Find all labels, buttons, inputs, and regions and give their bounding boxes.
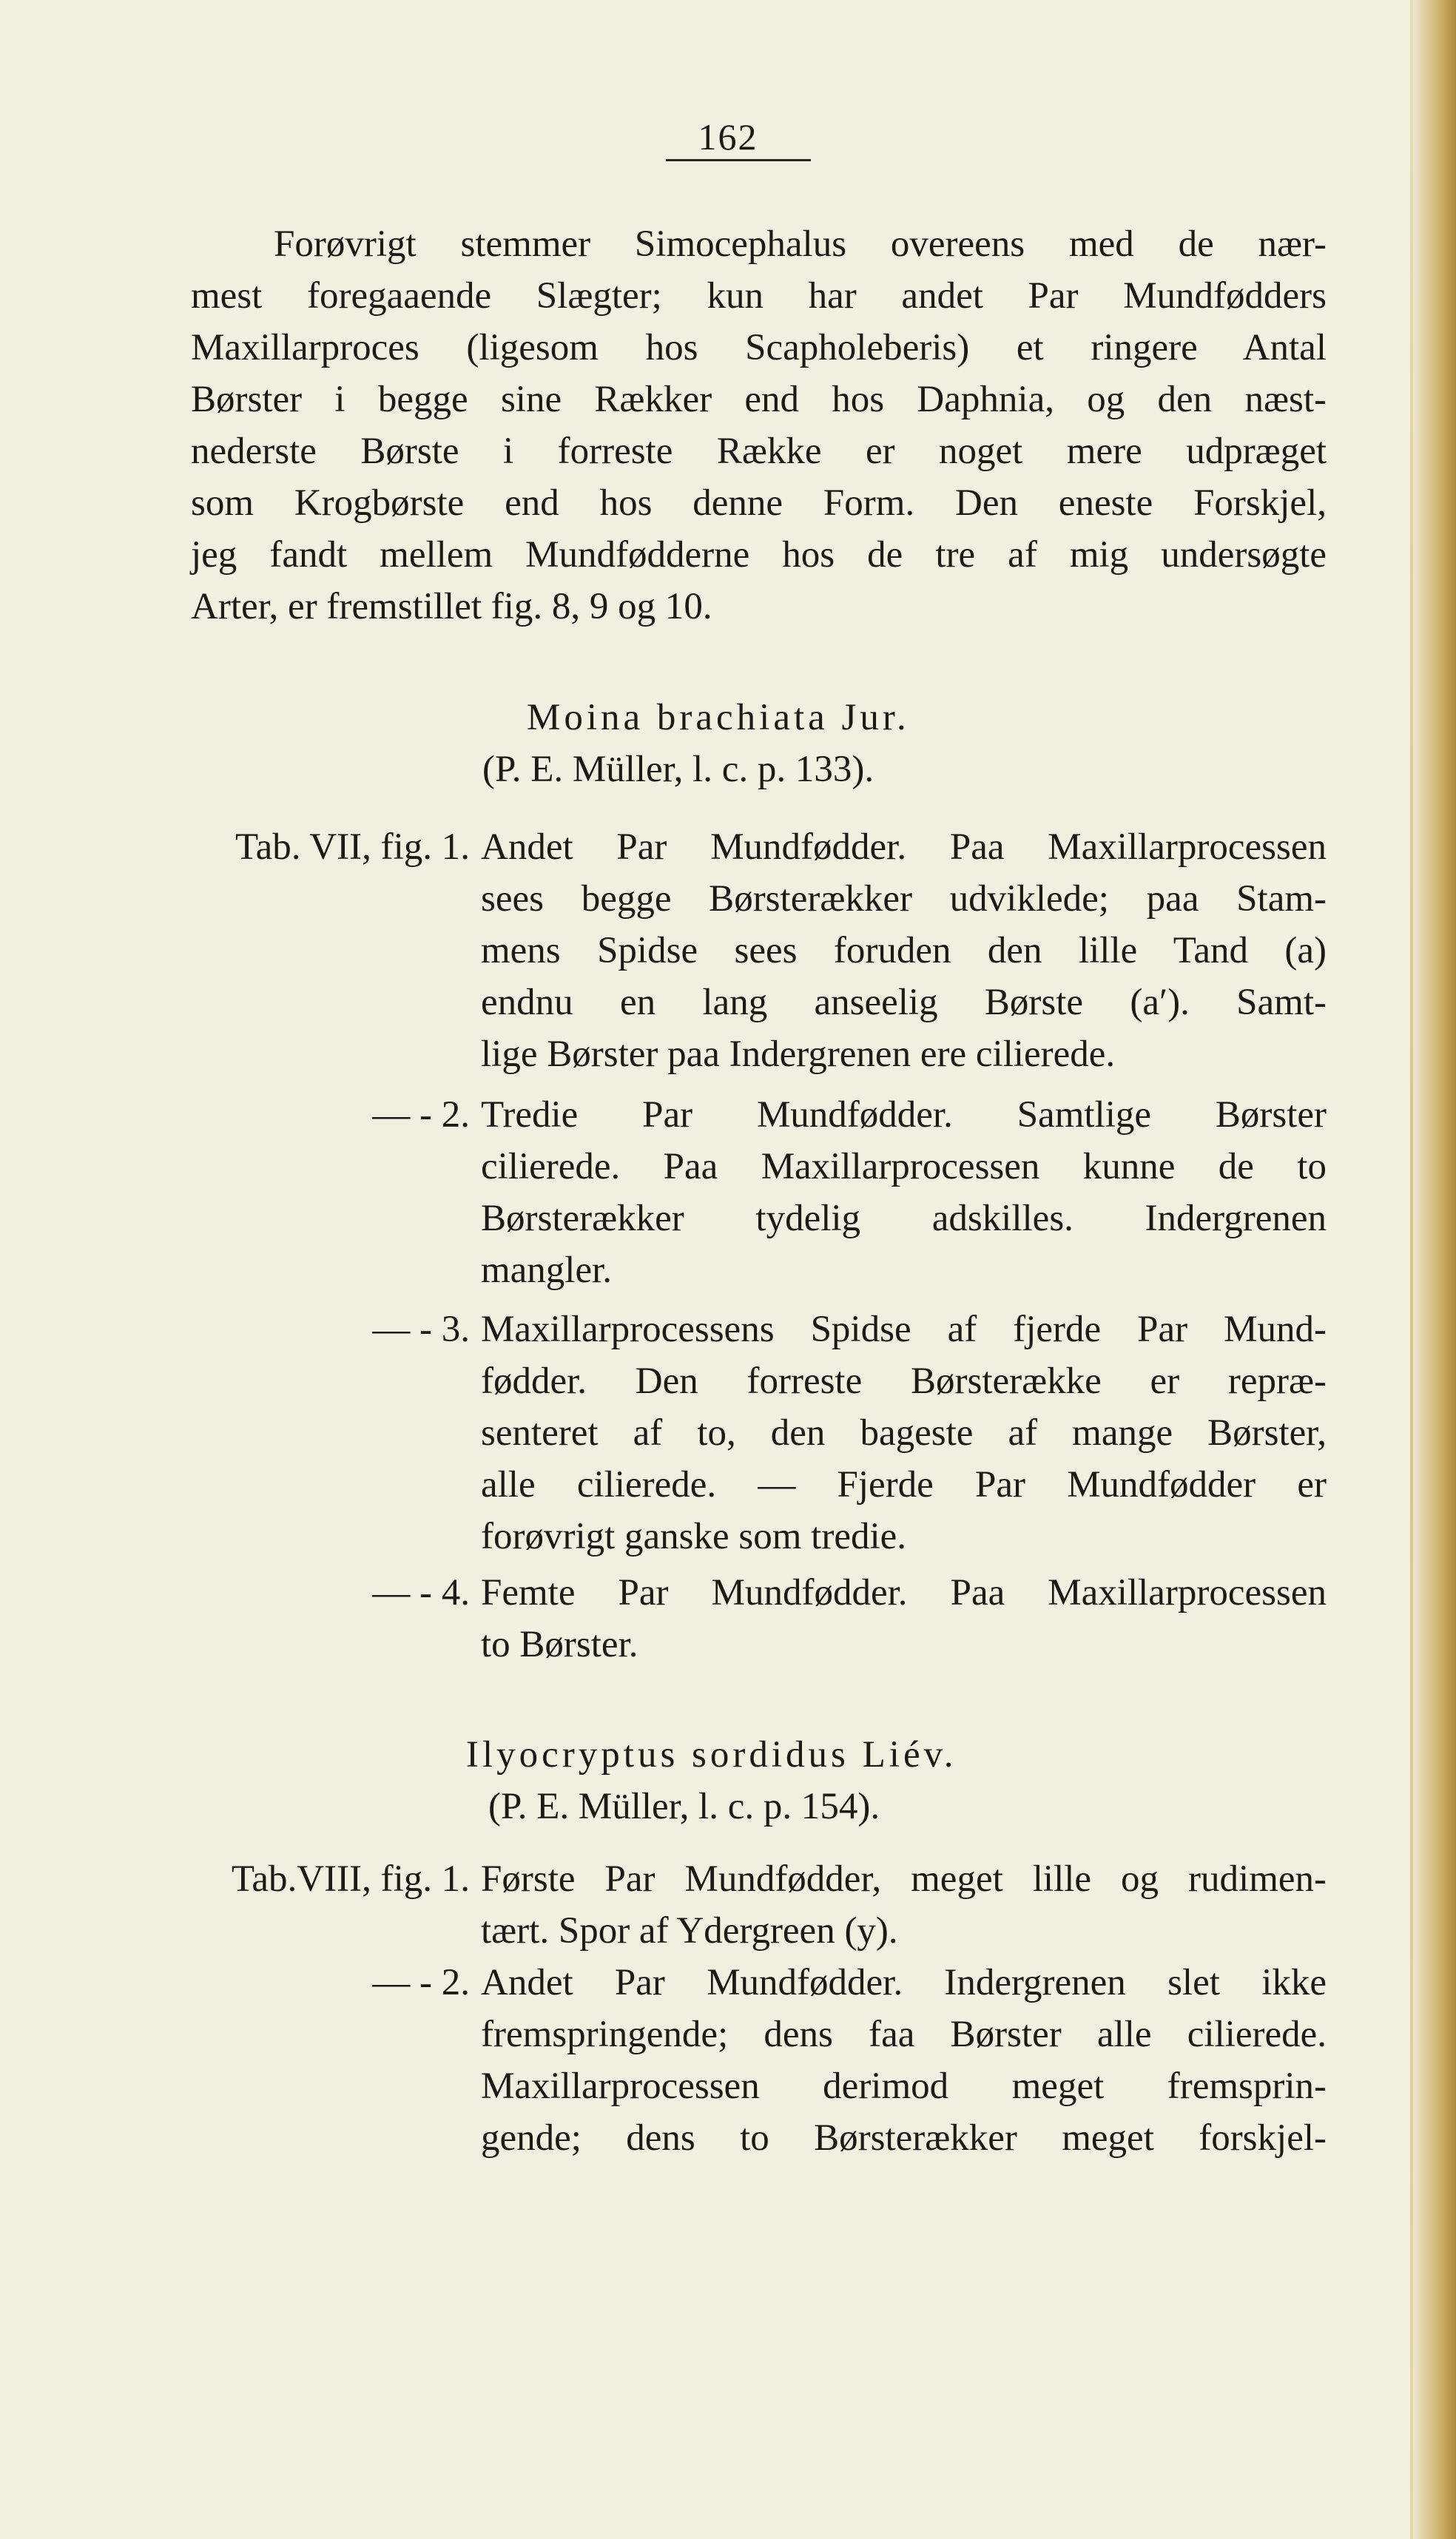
intro-line: mest foregaaende Slægter; kun har andet Par Mundfødders [191, 275, 1327, 317]
entry-line: mens Spidse sees foruden den lille Tand (a) [481, 930, 1327, 971]
species-heading: Ilyocryptus sordidus Liév. [466, 1734, 957, 1776]
page-number-underline [666, 159, 811, 161]
entry-line: senteret af to, den bageste af mange Børster, [481, 1412, 1327, 1454]
entry-line: tært. Spor af Ydergreen (y). [481, 1910, 898, 1952]
figure-label: — - 2. [372, 1094, 470, 1136]
intro-line: nederste Børste i forreste Række er noget mere udpræget [191, 431, 1327, 472]
entry-line: cilierede. Paa Maxillarprocessen kunne de to [481, 1146, 1327, 1187]
figure-label: Tab. VII, fig. 1. [235, 826, 470, 868]
species-reference: (P. E. Müller, l. c. p. 154). [488, 1786, 880, 1827]
entry-line: Tredie Par Mundfødder. Samtlige Børster [481, 1094, 1327, 1136]
intro-line: jeg fandt mellem Mundfødderne hos de tre af mig undersøgte [191, 534, 1327, 576]
entry-line: alle cilierede. — Fjerde Par Mundfødder er [481, 1464, 1327, 1505]
entry-line: gende; dens to Børsterækker meget forskjel- [481, 2117, 1327, 2159]
figure-label: — - 4. [372, 1572, 470, 1614]
entry-line: to Børster. [481, 1624, 638, 1665]
entry-line: endnu en lang anseelig Børste (a′). Samt- [481, 982, 1327, 1023]
entry-line: fødder. Den forreste Børsterække er repræ- [481, 1360, 1327, 1402]
entry-line: forøvrigt ganske som tredie. [481, 1516, 907, 1557]
entry-line: Andet Par Mundfødder. Indergrenen slet ikke [481, 1962, 1327, 2003]
intro-line: Arter, er fremstillet fig. 8, 9 og 10. [191, 586, 712, 627]
page-fold-shadow [1410, 0, 1413, 2539]
entry-line: Andet Par Mundfødder. Paa Maxillarprocessen [481, 826, 1327, 868]
entry-line: Maxillarprocessen derimod meget fremsprin- [481, 2066, 1327, 2107]
intro-line: Børster i begge sine Rækker end hos Daphnia, og den næst- [191, 379, 1327, 420]
entry-line: sees begge Børsterækker udviklede; paa Stam- [481, 878, 1327, 920]
figure-label: Tab.VIII, fig. 1. [231, 1858, 470, 1900]
species-heading: Moina brachiata Jur. [527, 697, 910, 738]
entry-line: mangler. [481, 1250, 613, 1291]
intro-line: som Krogbørste end hos denne Form. Den eneste Forskjel, [191, 482, 1327, 524]
intro-line: Maxillarproces (ligesom hos Scapholeberis) et ringere Antal [191, 327, 1327, 368]
figure-label: — - 2. [372, 1962, 470, 2003]
page-number: 162 [698, 116, 758, 158]
entry-line: lige Børster paa Indergrenen ere cilierede. [481, 1034, 1116, 1075]
entry-line: Femte Par Mundfødder. Paa Maxillarprocessen [481, 1572, 1327, 1614]
species-reference: (P. E. Müller, l. c. p. 133). [482, 749, 874, 790]
entry-line: fremspringende; dens faa Børster alle cilierede. [481, 2014, 1327, 2055]
entry-line: Første Par Mundfødder, meget lille og rudimen- [481, 1858, 1327, 1900]
figure-label: — - 3. [372, 1309, 470, 1350]
entry-line: Maxillarprocessens Spidse af fjerde Par Mund- [481, 1309, 1327, 1350]
entry-line: Børsterækker tydelig adskilles. Indergrenen [481, 1198, 1327, 1239]
page-edge-decoration [1413, 0, 1456, 2539]
intro-line: Forøvrigt stemmer Simocephalus overeens med de nær- [274, 223, 1327, 265]
